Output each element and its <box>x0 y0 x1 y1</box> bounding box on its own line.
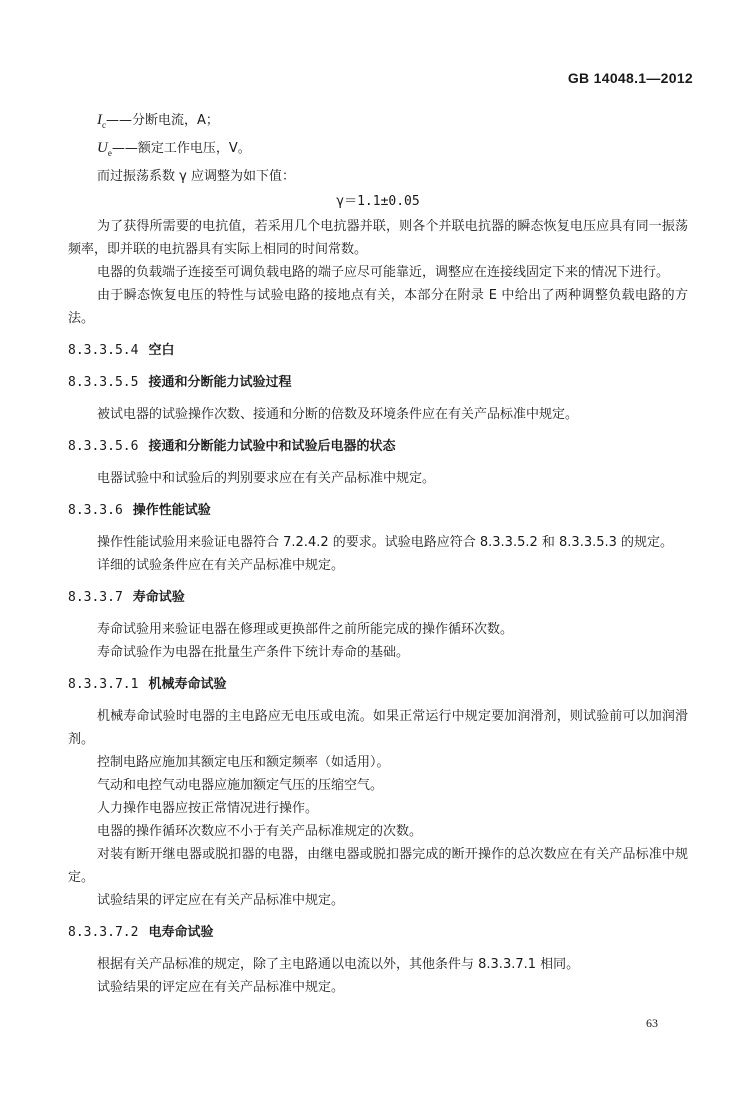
paragraph: 人力操作电器应按正常情况进行操作。 <box>97 801 319 816</box>
section-heading-8-3-3-7-2: 8.3.3.7.2 电寿命试验 <box>68 925 214 940</box>
var-symbol-ue: $U_e$ <box>97 140 112 158</box>
paragraph: 电器的操作循环次数应不小于有关产品标准规定的次数。 <box>97 824 423 839</box>
paragraph: 为了获得所需要的电抗值，若采用几个电抗器并联，则各个并联电抗器的瞬态恢复电压应具有同一振荡频率，即并联的电抗器具有实际上相同的时间常数。 <box>68 219 688 257</box>
paragraph: 电器试验中和试验后的判别要求应在有关产品标准中规定。 <box>97 471 436 486</box>
paragraph: 机械寿命试验时电器的主电路应无电压或电流。如果正常运行中规定要加润滑剂，则试验前可以加润滑剂。 <box>68 709 688 747</box>
section-heading-8-3-3-5-4: 8.3.3.5.4 空白 <box>68 343 175 358</box>
paragraph: 被试电器的试验操作次数、接通和分断的倍数及环境条件应在有关产品标准中规定。 <box>97 407 579 422</box>
gamma-formula: γ＝1.1±0.05 <box>336 194 420 209</box>
paragraph: 对装有断开继电器或脱扣器的电器，由继电器或脱扣器完成的断开操作的总次数应在有关产品标准中规定。 <box>68 847 688 885</box>
paragraph: 寿命试验作为电器在批量生产条件下统计寿命的基础。 <box>97 645 410 660</box>
paragraph: 根据有关产品标准的规定，除了主电路通以电流以外，其他条件与 8.3.3.7.1 相同。 <box>97 957 580 972</box>
var-desc-ue: ——额定工作电压，V。 <box>111 141 251 156</box>
var-def-ic <box>68 109 688 137</box>
paragraph: 试验结果的评定应在有关产品标准中规定。 <box>97 893 345 908</box>
var-def-ue <box>68 137 688 165</box>
standard-number: GB 14048.1—2012 <box>567 70 693 86</box>
paragraph: 试验结果的评定应在有关产品标准中规定。 <box>97 980 345 995</box>
document-body <box>68 109 688 999</box>
paragraph: 寿命试验用来验证电器在修理或更换部件之前所能完成的操作循环次数。 <box>97 622 514 637</box>
section-heading-8-3-3-7: 8.3.3.7 寿命试验 <box>68 590 185 605</box>
section-heading-8-3-3-5-5: 8.3.3.5.5 接通和分断能力试验过程 <box>68 375 292 390</box>
paragraph: 详细的试验条件应在有关产品标准中规定。 <box>97 558 345 573</box>
gamma-intro: 而过振荡系数 γ 应调整为如下值： <box>97 169 295 184</box>
var-symbol-ic: $I_c$ <box>97 112 106 130</box>
section-heading-8-3-3-7-1: 8.3.3.7.1 机械寿命试验 <box>68 677 227 692</box>
page-number: 63 <box>646 1016 658 1030</box>
paragraph: 电器的负载端子连接至可调负载电路的端子应尽可能靠近，调整应在连接线固定下来的情况下进行。 <box>97 265 670 280</box>
paragraph: 气动和电控气动电器应施加额定气压的压缩空气。 <box>97 778 384 793</box>
paragraph: 操作性能试验用来验证电器符合 7.2.4.2 的要求。试验电路应符合 8.3.3.5.2 和 8.3.3.5.3 的规定。 <box>97 535 674 550</box>
section-heading-8-3-3-6: 8.3.3.6 操作性能试验 <box>68 503 211 518</box>
section-heading-8-3-3-5-6: 8.3.3.5.6 接通和分断能力试验中和试验后电器的状态 <box>68 439 396 454</box>
paragraph: 由于瞬态恢复电压的特性与试验电路的接地点有关，本部分在附录 E 中给出了两种调整负载电路的方法。 <box>68 288 688 326</box>
var-desc-ic: ——分断电流，A； <box>106 113 219 128</box>
paragraph: 控制电路应施加其额定电压和额定频率（如适用）。 <box>97 755 390 770</box>
